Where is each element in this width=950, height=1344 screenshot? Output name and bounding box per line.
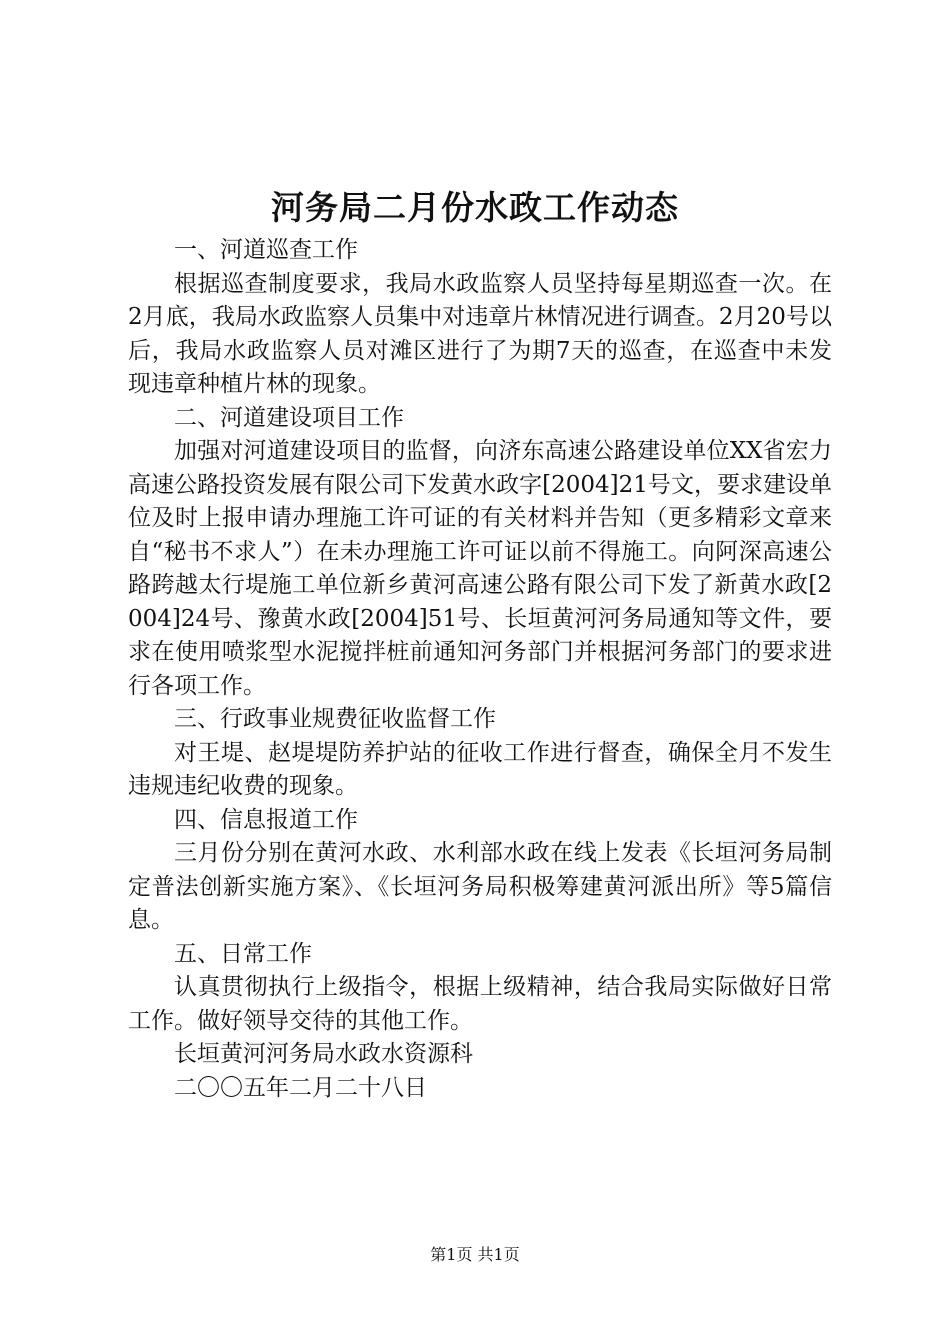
paragraph-daily: 认真贯彻执行上级指令，根据上级精神，结合我局实际做好日常工作。做好领导交待的其他工作。	[128, 974, 832, 1034]
signature-department: 长垣黄河河务局水政水资源科	[174, 1041, 473, 1067]
paragraph-construction: 加强对河道建设项目的监督，向济东高速公路建设单位XX省宏力高速公路投资发展有限公司下发黄水政字[2004]21号文，要求建设单位及时上报申请办理施工许可证的有关材料并告知（更多精彩文章来自“秘书不求人”）在未办理施工许可证以前不得施工。向阿深高速公路跨越太行堤施工单位新乡黄河高速公路有限公司下发了新黄水政[2004]24号、豫黄水政[2004]51号、长垣黄河河务局通知等文件，要求在使用喷浆型水泥搅拌桩前通知河务部门并根据河务部门的要求进行各项工作。	[128, 438, 832, 699]
section-heading-reporting: 四、信息报道工作	[174, 806, 358, 833]
section-heading-construction: 二、河道建设项目工作	[174, 404, 404, 431]
page-footer: 第1页 共1页	[430, 1245, 520, 1264]
section-heading-daily: 五、日常工作	[174, 940, 312, 967]
paragraph-patrol: 根据巡查制度要求，我局水政监察人员坚持每星期巡查一次。在2月底，我局水政监察人员集中对违章片林情况进行调查。2月20号以后，我局水政监察人员对滩区进行了为期7天的巡查，在巡查中未发现违章种植片林的现象。	[128, 270, 832, 397]
document-title: 河务局二月份水政工作动态	[271, 188, 679, 227]
signature-date: 二〇〇五年二月二十八日	[174, 1074, 427, 1101]
paragraph-reporting: 三月份分别在黄河水政、水利部水政在线上发表《长垣河务局制定普法创新实施方案》、《长垣河务局积极筹建黄河派出所》等5篇信息。	[128, 840, 832, 933]
document-body	[128, 234, 832, 1105]
paragraph-fees: 对王堤、赵堤堤防养护站的征收工作进行督查，确保全月不发生违规违纪收费的现象。	[128, 739, 832, 799]
section-heading-patrol: 一、河道巡查工作	[174, 237, 358, 263]
section-heading-fees: 三、行政事业规费征收监督工作	[174, 706, 496, 732]
